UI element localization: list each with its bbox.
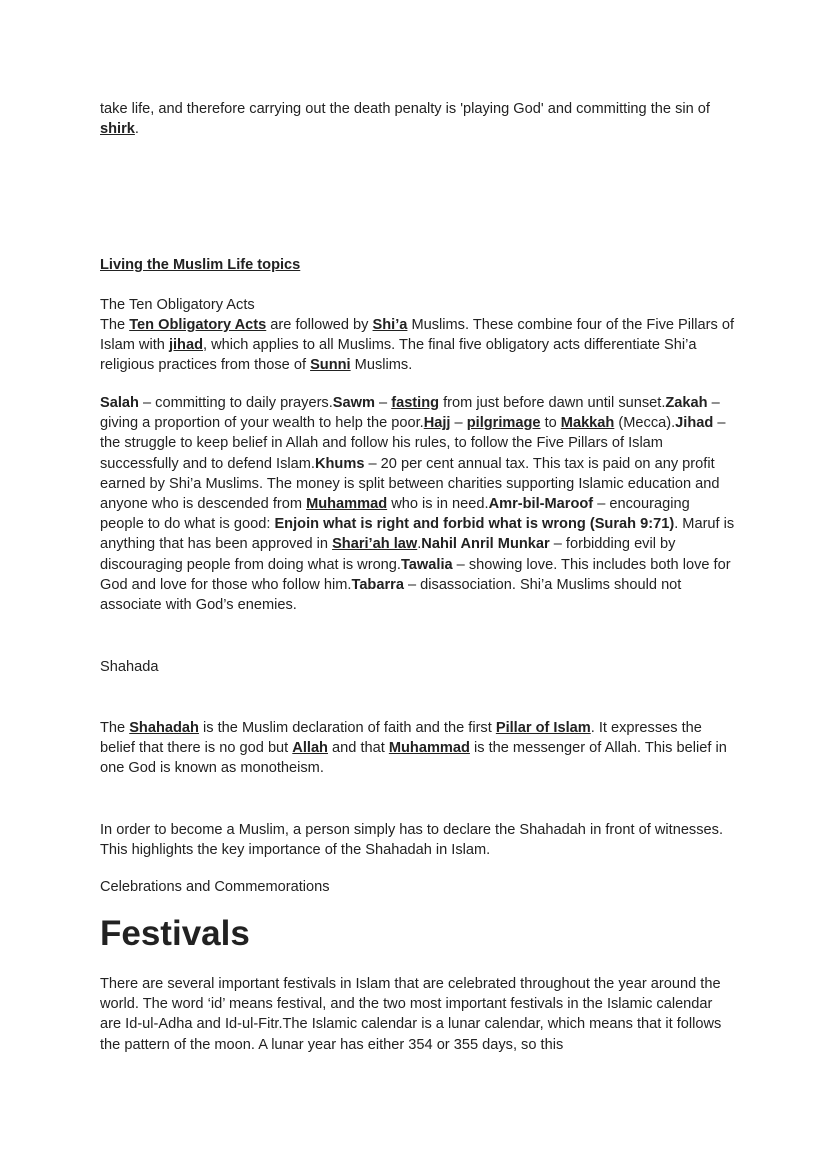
- term-sawm: Sawm: [332, 395, 375, 411]
- link-hajj[interactable]: Hajj: [423, 415, 451, 432]
- acts-list-paragraph: Salah – committing to daily prayers.Sawm – fasting from just before dawn until sunset.Zakah – giving a proportion of your wealth to help the poor.Hajj – pilgrimage to Makkah (Mecca).Jihad – the struggle to keep belief in Allah and follow his rules, to follow the Five Pillars of Islam successfully and to defend Islam.Khums – 20 per cent annual tax. This tax is paid on any profit earned by Shi’a Muslims. The money is split between charities supporting Islamic education and anyone who is descended from Muhammad who is in need.Amr-bil-Maroof – encouraging people to do what is good: Enjoin what is right and forbid what is wrong (Surah 9:71). Maruf is anything that has been approved in Shari’ah law.Nahil Anril Munkar – forbidding evil by discouraging people from doing what is wrong.Tawalia – showing love. This includes both love for God and love for those who follow him.Tabarra – disassociation. Shi’a Muslims should not associate with God’s enemies.: [100, 395, 735, 614]
- link-muhammad-shahada[interactable]: Muhammad: [388, 740, 470, 757]
- term-amr-bil-maroof: Amr-bil-Maroof: [488, 496, 594, 513]
- link-shirk[interactable]: shirk: [100, 121, 135, 138]
- term-khums: Khums: [314, 455, 365, 472]
- link-pillar-of-islam[interactable]: Pillar of Islam: [495, 720, 591, 736]
- link-allah[interactable]: Allah: [292, 740, 328, 757]
- quote-enjoin: Enjoin what is right and forbid what is wrong (Surah 9:71): [274, 516, 675, 533]
- link-shia[interactable]: Shi’a: [372, 317, 408, 333]
- link-jihad[interactable]: jihad: [168, 337, 203, 354]
- term-tawalia: Tawalia: [400, 556, 453, 573]
- link-sunni[interactable]: Sunni: [310, 357, 351, 374]
- term-jihad: Jihad: [675, 415, 714, 432]
- term-nahil-anril-munkar: Nahil Anril Munkar: [421, 536, 550, 553]
- intro-paragraph: take life, and therefore carrying out the death penalty is 'playing God' and committing the sin of shirk.: [100, 101, 710, 138]
- link-shariah-law[interactable]: Shari’ah law: [332, 536, 418, 553]
- shahada-paragraph: The Shahadah is the Muslim declaration of faith and the first Pillar of Islam. It expresses the belief that there is no god but Allah and that Muhammad is the messenger of Allah. This belief in one God is known as monotheism.: [100, 720, 727, 777]
- intro-text: take life, and therefore carrying out the death penalty is 'playing God' and committing the sin of: [100, 101, 710, 117]
- shahada-title: Shahada: [100, 659, 159, 675]
- link-muhammad[interactable]: Muhammad: [306, 496, 388, 513]
- term-tabarra: Tabarra: [351, 576, 404, 593]
- ten-acts-paragraph: The Ten Obligatory Acts are followed by Shi’a Muslims. These combine four of the Five Pillars of Islam with jihad, which applies to all Muslims. The final five obligatory acts differentiate Shi’a religious practices from those of Sunni Muslims.: [100, 317, 734, 374]
- link-topics[interactable]: Living the Muslim Life topics: [100, 257, 301, 273]
- shahada-paragraph-2: In order to become a Muslim, a person simply has to declare the Shahadah in front of witnesses. This highlights the key importance of the Shahadah in Islam.: [100, 822, 723, 859]
- link-pilgrimage[interactable]: pilgrimage: [466, 415, 541, 432]
- topics-heading[interactable]: [100, 255, 300, 275]
- link-makkah[interactable]: Makkah: [560, 415, 615, 432]
- term-salah: Salah: [100, 395, 139, 411]
- ten-acts-title: The Ten Obligatory Acts: [100, 297, 255, 313]
- festivals-paragraph: There are several important festivals in Islam that are celebrated throughout the year around the world. The word ‘id’ means festival, and the two most important festivals in the Islamic calendar are Id-ul-Adha and Id-ul-Fitr.The Islamic calendar is a lunar calendar, which means that it follows the pattern of the moon. A lunar year has either 354 or 355 days, so this: [100, 976, 722, 1053]
- link-shahadah[interactable]: Shahadah: [129, 720, 199, 736]
- link-fasting[interactable]: fasting: [391, 395, 440, 411]
- link-ten-obligatory-acts[interactable]: Ten Obligatory Acts: [129, 317, 267, 333]
- term-zakah: Zakah: [665, 395, 708, 411]
- festivals-heading: Festivals: [100, 914, 250, 953]
- celebrations-title: Celebrations and Commemorations: [100, 879, 330, 895]
